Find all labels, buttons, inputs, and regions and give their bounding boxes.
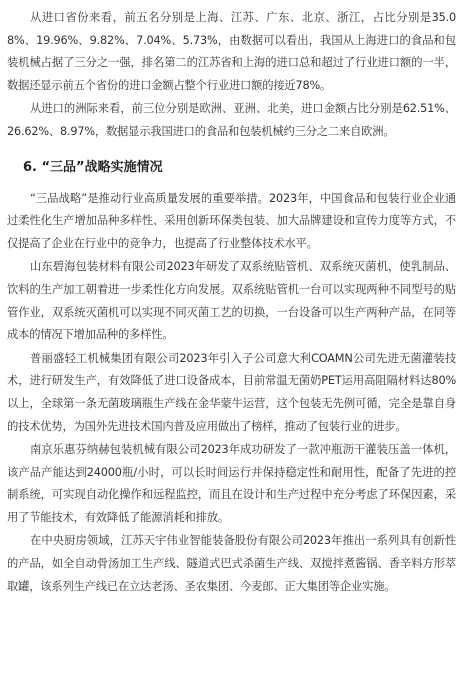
paragraph-three-products-intro: “三品战略”是推动行业高质量发展的重要举措。2023年，中国食品和包装行业企业通过柔性化生产增加品种多样性、采用创新环保类包装、加大品牌建设和宣传力度等方式，不仅提高了企业在行业中的竞争力，也提高了行业整体技术水平。 <box>7 191 456 250</box>
paragraph-pulisheng: 普丽盛轻工机械集团有限公司2023年引入子公司意大利COAMN公司先进无菌灌装技术，进行研发生产，有效降低了进口设备成本，目前常温无菌奶PET运用高阻隔材料达80%以上，全球第一条无菌玻璃瓶生产线在金华蒙牛运营，这个包装无先例可循，完全是靠自身的技术优势，为国外先进技术国内普及应用做出了榜样，推动了包装行业的进步。 <box>7 351 456 433</box>
paragraph-nanjing-lehui: 南京乐惠芬纳赫包装机械有限公司2023年成功研发了一款冲瓶沥干灌装压盖一体机，该产品产能达到24000瓶/小时，可以长时间运行并保持稳定性和耐用性，配备了先进的控制系统，可实现自动化操作和远程监控，而且在设计和生产过程中充分考虑了环保因素，采用了节能技术，有效降低了能源消耗和排放。 <box>7 443 456 524</box>
paragraph-jiangsu-tianyu: 在中央厨房领域，江苏天宇伟业智能装备股份有限公司2023年推出一系列具有创新性的产品，如全自动骨汤加工生产线、隧道式巴式杀菌生产线、双搅拌煮酱锅、香辛料方形萃取罐，该系列生产线已在立达老汤、圣农集团、今麦郎、正大集团等企业实施。 <box>7 534 456 593</box>
paragraph-import-continents: 从进口的洲际来看，前三位分别是欧洲、亚洲、北美，进口金额占比分别是62.51%、26.62%、8.97%，数据显示我国进口的食品和包装机械约三分之二来自欧洲。 <box>7 102 456 138</box>
section-heading: 6. “三品”战略实施情况 <box>23 159 163 175</box>
paragraph-import-provinces: 从进口省份来看，前五名分别是上海、江苏、广东、北京、浙江，占比分别是35.08%、19.96%、9.82%、7.04%、5.73%，由数据可以看出，我国从上海进口的食品和包装机械占据了三分之一强，排名第二的江苏省和上海的进口总和超过了行业进口额的一半，数据还显示前五个省份的进口金额占整个行业进口额的接近78%。 <box>7 11 456 92</box>
paragraph-shandong-bihai: 山东碧海包装材料有限公司2023年研发了双系统贴管机、双系统灭菌机，使乳制品、饮料的生产加工朝着进一步柔性化方向发展。双系统贴管机一台可以实现两种不同型号的贴管作业，双系统灭菌机可以实现不同灭菌工艺的切换，一台设备可以生产两种产品，在同等成本的情况下增加品种的多样性。 <box>7 260 456 342</box>
